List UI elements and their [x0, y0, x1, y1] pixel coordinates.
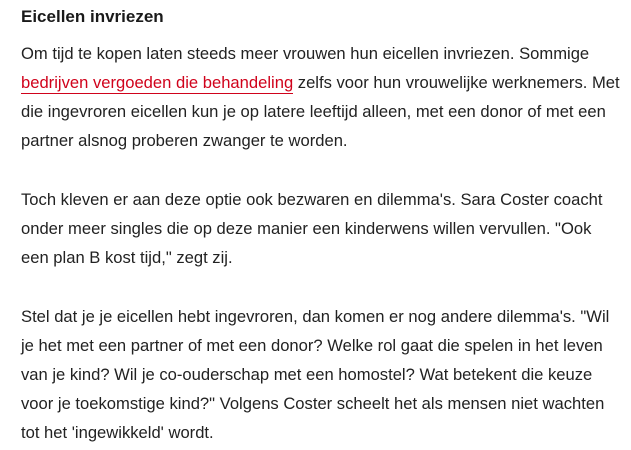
article-body [21, 0, 621, 447]
paragraph-1 [21, 39, 621, 155]
paragraph-1-text-before: Om tijd te kopen laten steeds meer vrouwen hun eicellen invriezen. Sommige [21, 44, 590, 63]
inline-link-employer-reimbursement[interactable]: bedrijven vergoeden die behandeling [21, 73, 294, 92]
section-heading: Eicellen invriezen [21, 7, 164, 26]
paragraph-2: Toch kleven er aan deze optie ook bezwaren en dilemma's. Sara Coster coacht onder meer singles die op deze manier een kinderwens willen vervullen. "Ook een plan B kost tijd," zegt zij. [21, 190, 603, 267]
paragraph-1-text-after: zelfs voor hun vrouwelijke werknemers. Met die ingevroren eicellen kun je op latere leeftijd alleen, met een donor of met een partner alsnog proberen zwanger te worden. [21, 73, 620, 150]
paragraph-3: Stel dat je je eicellen hebt ingevroren, dan komen er nog andere dilemma's. "Wil je het met een partner of met een donor? Welke rol gaat die spelen in het leven van je kind? Wil je co-ouderschap met een homostel? Wat betekent die keuze voor je toekomstige kind?" Volgens Coster scheelt het als mensen niet wachten tot het 'ingewikkeld' wordt. [21, 307, 610, 442]
